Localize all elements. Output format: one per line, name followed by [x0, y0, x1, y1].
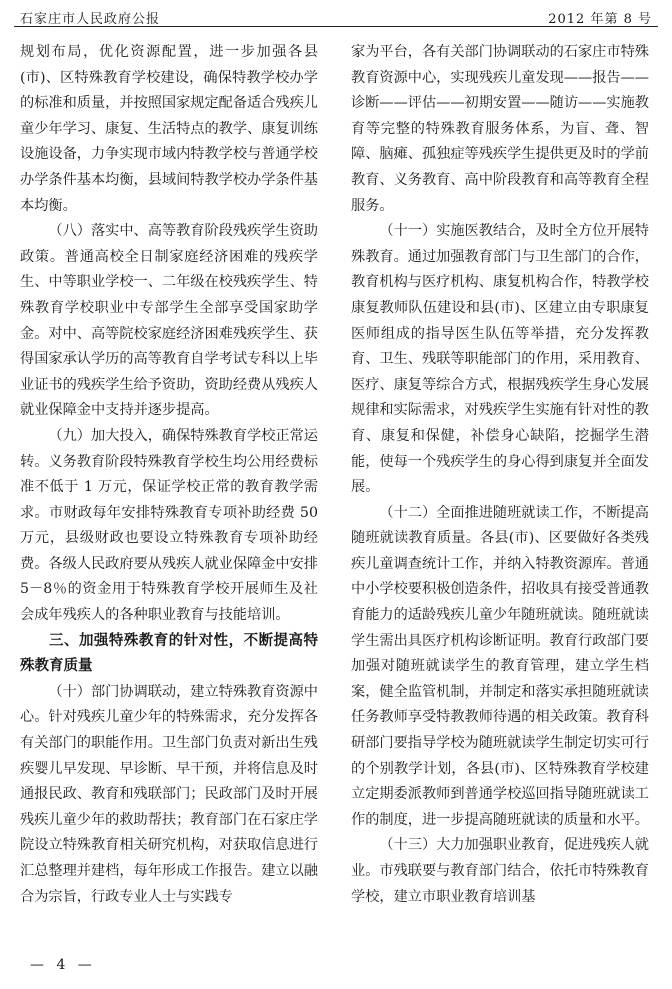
section-heading: 三、加强特殊教育的针对性，不断提高特殊教育质量	[20, 632, 318, 675]
left-column	[20, 40, 318, 910]
paragraph: （八）落实中、高等教育阶段残疾学生资助政策。普通高校全日制家庭经济困难的残疾学生、中等职业学校一、二年级在校残疾学生、特殊教育学校职业中专部学生全部享受国家助学金。对中、高等院校家庭经济困难残疾学生、获得国家承认学历的高等教育自学考试专科以上毕业证书的残疾学生给予资助，资助经费从残疾人就业保障金中支持并逐步提高。	[20, 223, 318, 419]
paragraph: 规划布局，优化资源配置，进一步加强各县(市)、区特殊教育学校建设，确保特教学校办学的标准和质量，并按照国家规定配备适合残疾儿童少年学习、康复、生活特点的教学、康复训练设施设备，力争实现市域内特教学校与普通学校办学条件基本均衡，县域间特教学校办学条件基本均衡。	[20, 44, 318, 214]
paragraph: （十）部门协调联动，建立特殊教育资源中心。针对残疾儿童少年的特殊需求，充分发挥各有关部门的职能作用。卫生部门负责对新出生残疾婴儿早发现、早诊断、早干预，并将信息及时通报民政、教育和残联部门；民政部门及时开展残疾儿童少年的救助帮扶；教育部门在石家庄学院设立特殊教育相关研究机构，对获取信息进行汇总整理并建档，每年形成工作报告。建立以融合为宗旨，行政专业人士与实践专	[20, 683, 318, 905]
issue-number: 2012 年第 8 号	[548, 12, 652, 27]
paragraph: （十二）全面推进随班就读工作，不断提高随班就读教育质量。各县(市)、区要做好各类残疾儿童调查统计工作，并纳入特教资源库。普通中小学校要积极创造条件，招收具有接受普通教育能力的适龄残疾儿童少年随班就读。随班就读学生需出具医疗机构诊断证明。教育行政部门要加强对随班就读学生的教育管理，建立学生档案，健全监管机制，并制定和落实承担随班就读任务教师享受特教教师待遇的相关政策。教育科研部门要指导学校为随班就读学生制定切实可行的个别教学计划，各县(市)、区特殊教育学校建立定期委派教师到普通学校巡回指导随班就读工作的制度，进一步提高随班就读的质量和水平。	[351, 504, 649, 828]
paragraph: （十一）实施医教结合，及时全方位开展特殊教育。通过加强教育部门与卫生部门的合作，教育机构与医疗机构、康复机构合作，特教学校康复教师队伍建设和县(市)、区建立由专职康复医师组成的指导医生队伍等举措，充分发挥教育、卫生、残联等职能部门的作用，采用教育、医疗、康复等综合方式，根据残疾学生身心发展规律和实际需求，对残疾学生实施有针对性的教育、康复和保健，补偿身心缺陷，挖掘学生潜能，使每一个残疾学生的身心得到康复并全面发展。	[351, 223, 649, 496]
page-number: — 4 —	[30, 957, 96, 973]
publication-title: 石家庄市人民政府公报	[20, 12, 161, 27]
running-header	[14, 6, 658, 27]
paragraph: （九）加大投入，确保特殊教育学校正常运转。义务教育阶段特殊教育学校生均公用经费标准不低于 1 万元，保证学校正常的教育教学需求。市财政每年安排特殊教育专项补助经费 50 万元，县级财政也要设立特殊教育专项补助经费。各级人民政府要从残疾人就业保障金中安排 5－8％的资金用于特殊教育学校开展师生及社会成年残疾人的各种职业教育与技能培训。	[20, 427, 318, 624]
paragraph: 家为平台，各有关部门协调联动的石家庄市特殊教育资源中心，实现残疾儿童发现——报告——诊断——评估——初期安置——随访——实施教育等完整的特殊教育服务体系，为盲、聋、智障、脑瘫、孤独症等残疾学生提供更及时的学前教育、义务教育、高中阶段教育和高等教育全程服务。	[351, 44, 649, 214]
right-column	[351, 40, 649, 910]
paragraph: （十三）大力加强职业教育，促进残疾人就业。市残联要与教育部门结合，依托市特殊教育学校，建立市职业教育培训基	[351, 837, 649, 905]
